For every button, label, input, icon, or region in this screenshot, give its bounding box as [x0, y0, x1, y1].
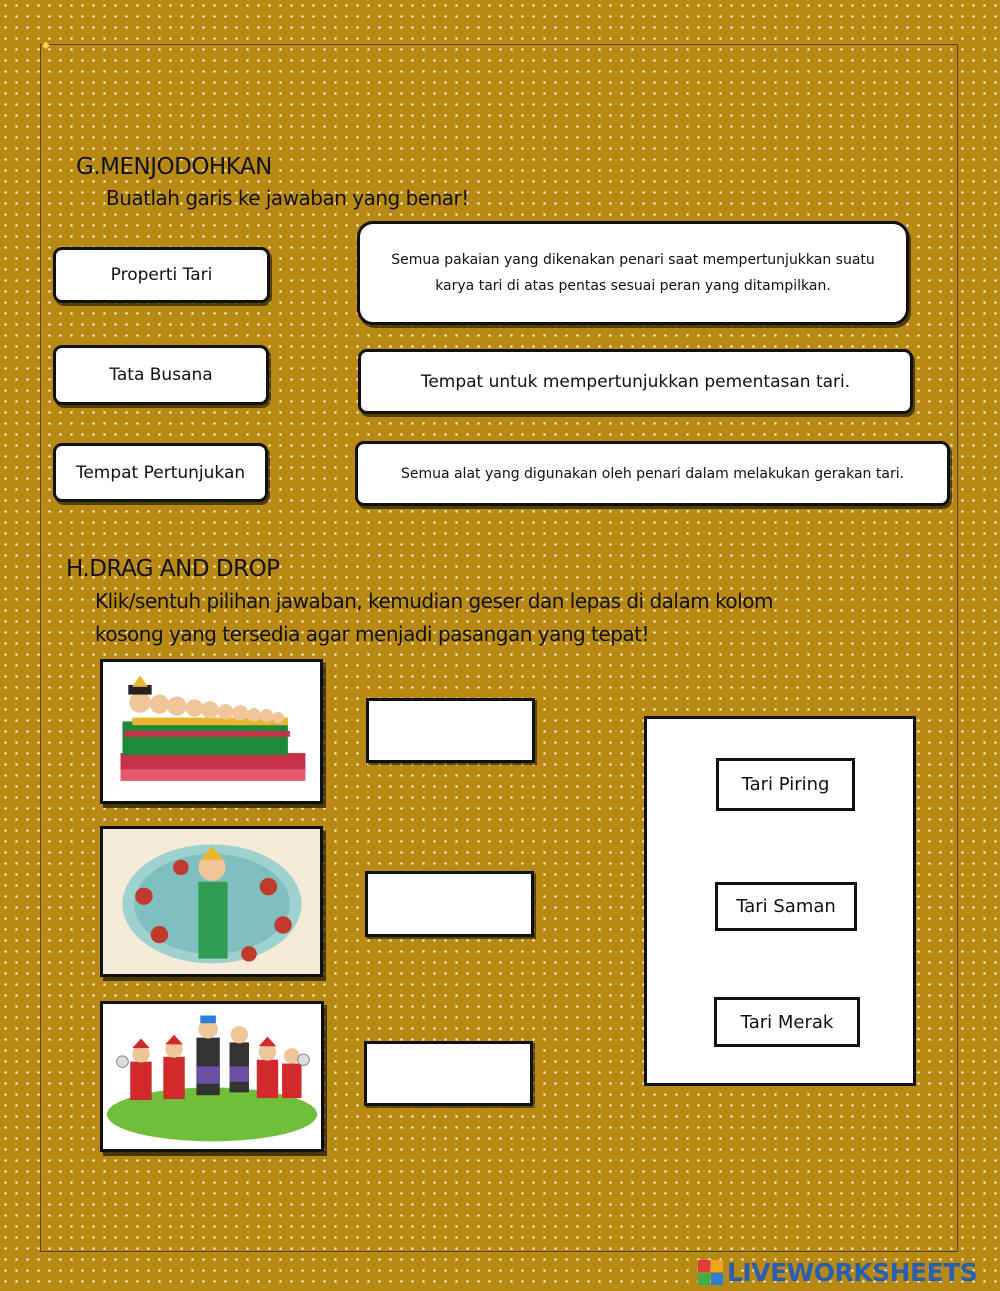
section-g-instruction: Buatlah garis ke jawaban yang benar!: [106, 186, 469, 210]
liveworksheets-logo: [698, 1258, 977, 1287]
term-box-properti-tari[interactable]: [53, 247, 270, 303]
section-g-heading: G.MENJODOHKAN: [76, 154, 272, 180]
draggable-option-tari-piring[interactable]: Tari Piring: [716, 758, 855, 811]
definition-box-properti[interactable]: [355, 441, 950, 506]
definition-box-tempat[interactable]: [358, 349, 913, 414]
drop-zone-3[interactable]: [364, 1041, 533, 1106]
draggable-option-tari-saman[interactable]: Tari Saman: [715, 882, 857, 931]
term-label: Tata Busana: [109, 365, 213, 385]
liveworksheets-logo-icon: [698, 1260, 723, 1285]
draggable-option-tari-merak[interactable]: Tari Merak: [714, 997, 860, 1047]
section-h-instruction-line2: kosong yang tersedia agar menjadi pasangan yang tepat!: [95, 622, 650, 646]
corner-marker-icon: ◆: [42, 40, 50, 51]
definition-text: Tempat untuk mempertunjukkan pementasan tari.: [420, 371, 851, 392]
section-h-instruction-line1: Klik/sentuh pilihan jawaban, kemudian geser dan lepas di dalam kolom: [95, 589, 773, 613]
term-label: Properti Tari: [110, 265, 213, 285]
saman-dance-image: [100, 659, 323, 804]
term-box-tata-busana[interactable]: [53, 345, 269, 405]
merak-dance-image: [100, 826, 323, 977]
piring-dance-image: [100, 1001, 324, 1152]
definition-text: Semua pakaian yang dikenakan penari saat mempertunjukkan suatu karya tari di atas pentas sesuai peran yang ditampilkan.: [391, 252, 875, 294]
definition-text: Semua alat yang digunakan oleh penari dalam melakukan gerakan tari.: [400, 465, 905, 482]
section-h-heading: H.DRAG AND DROP: [66, 556, 280, 582]
drop-zone-1[interactable]: [366, 698, 535, 763]
liveworksheets-logo-text: LIVEWORKSHEETS: [727, 1258, 978, 1287]
term-label: Tempat Pertunjukan: [75, 462, 246, 483]
drop-zone-2[interactable]: [365, 871, 534, 937]
term-box-tempat-pertunjukan[interactable]: [53, 443, 268, 502]
definition-box-busana[interactable]: [357, 221, 909, 325]
